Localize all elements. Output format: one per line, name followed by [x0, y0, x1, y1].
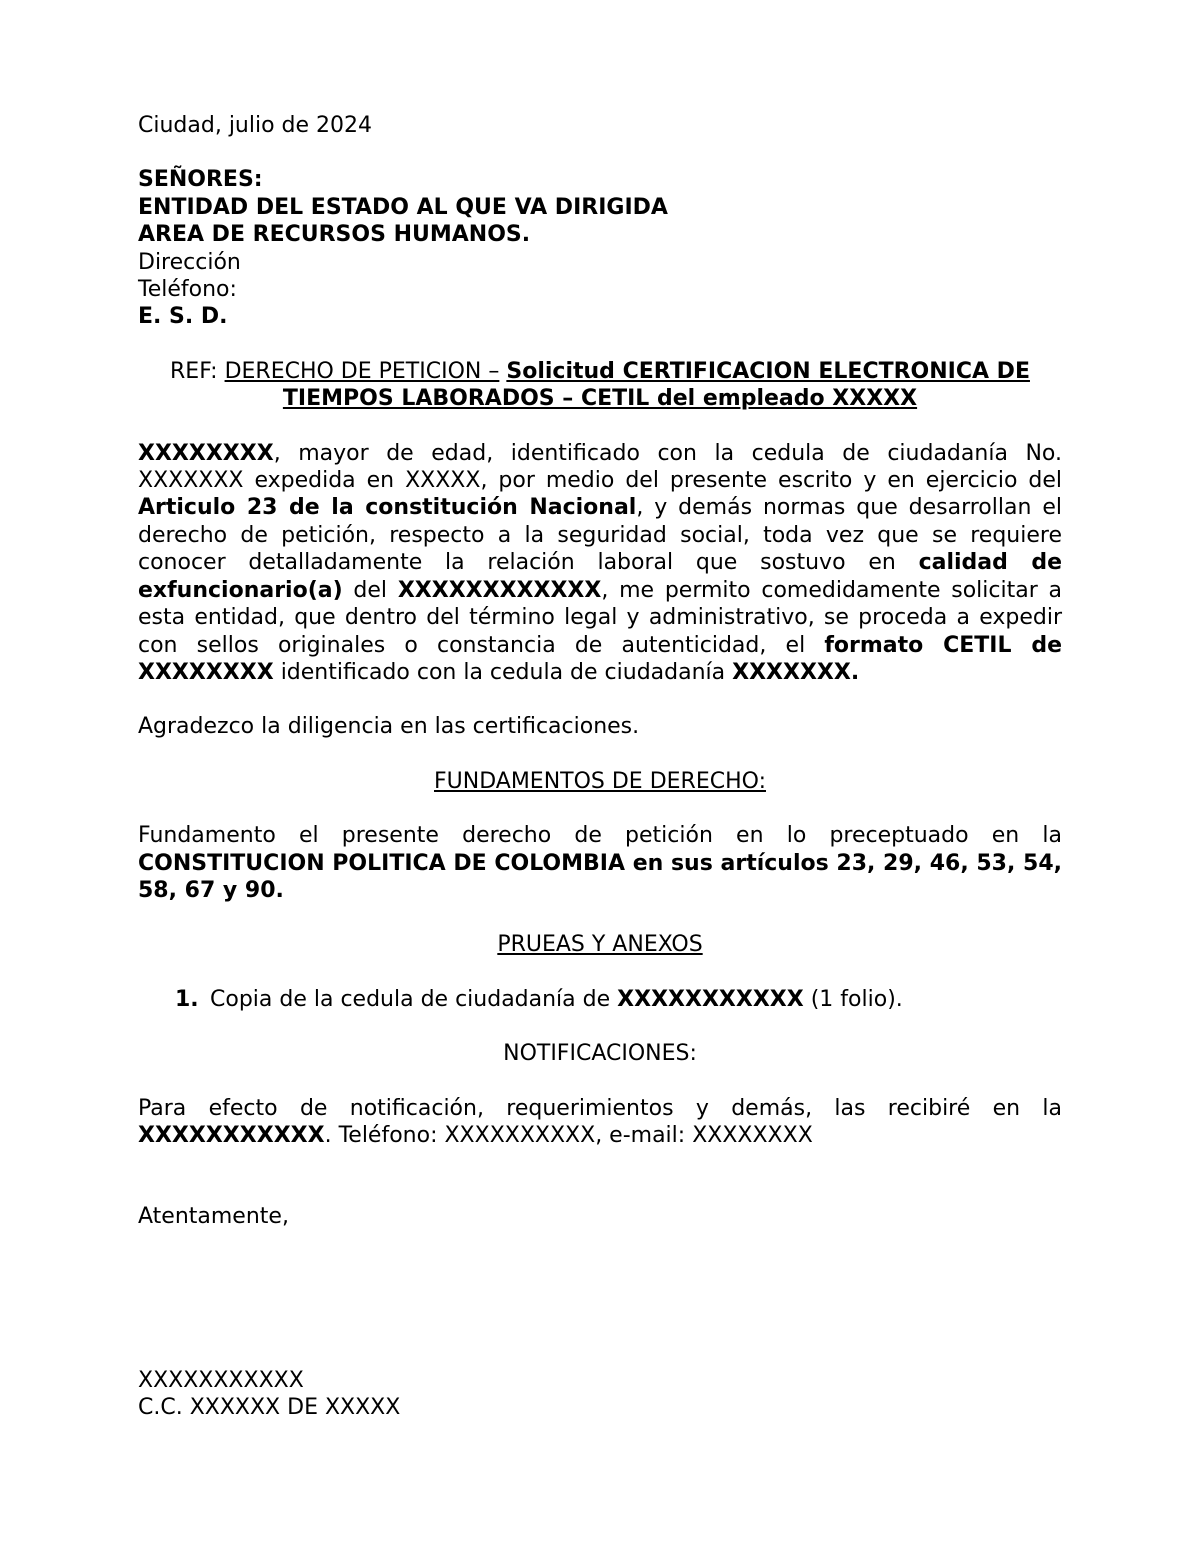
reference-line — [138, 358, 1062, 413]
list-text — [175, 986, 1062, 1013]
notif-bold: XXXXXXXXXXX — [138, 1122, 325, 1148]
fundamentos-plain: Fundamento el presente derecho de petición en lo preceptuado en la — [138, 823, 1062, 849]
notif-pre: Para efecto de notificación, requerimientos y demás, las recibiré en la — [138, 1095, 1062, 1121]
addressee-area: AREA DE RECURSOS HUMANOS. — [138, 222, 531, 248]
body-text: , mayor de edad, identificado con la cedula de ciudadanía No. XXXXXXX expedida en XXXXX, por medio del presente escrito y en ejercicio del — [138, 440, 1062, 494]
ref-subject: Solicitud CERTIFICACION ELECTRONICA DE TIEMPOS LABORADOS – CETIL del empleado XXXXX — [282, 358, 1030, 412]
addressee-line: SEÑORES: — [138, 167, 263, 193]
addressee-address: Dirección — [138, 249, 241, 275]
fundamentos-text — [138, 822, 1062, 904]
pruebas-heading: PRUEAS Y ANEXOS — [497, 932, 703, 958]
thanks-line: Agradezco la diligencia en las certificaciones. — [138, 714, 640, 740]
petitioner-name: XXXXXXXX — [138, 440, 274, 466]
signature-block — [138, 1367, 1062, 1422]
notificaciones-heading: NOTIFICACIONES: — [503, 1041, 697, 1067]
addressee-phone: Teléfono: — [138, 277, 237, 303]
list-number: 1. — [175, 986, 199, 1012]
body-text: del — [342, 577, 398, 603]
notificaciones-text — [138, 1095, 1062, 1150]
list-text-bold: XXXXXXXXXXX — [617, 986, 804, 1012]
body-id: XXXXXXX. — [732, 659, 860, 685]
list-text-pre: Copia de la cedula de ciudadanía de — [210, 986, 618, 1012]
body-text: , me permito comedidamente solicitar a esta entidad, que dentro del término legal y administrativo, se proceda a expedir con sellos originales o constancia de autenticidad, el — [138, 577, 1062, 658]
addressee-entity: ENTIDAD DEL ESTADO AL QUE VA DIRIGIDA — [138, 194, 668, 220]
body-format: formato CETIL de XXXXXXXX — [138, 632, 1062, 685]
notif-post: . Teléfono: XXXXXXXXXX, e-mail: XXXXXXXX — [324, 1122, 813, 1148]
signature-id: C.C. XXXXXX DE XXXXX — [138, 1395, 401, 1421]
body-entity: XXXXXXXXXXXX — [397, 577, 602, 603]
addressee-block — [138, 166, 1062, 330]
body-capacity: calidad de exfuncionario(a) — [138, 550, 1062, 603]
pruebas-list — [138, 986, 1062, 1013]
ref-label: REF: — [170, 358, 218, 384]
date-line: Ciudad, julio de 2024 — [138, 113, 373, 138]
letter-page — [138, 112, 1062, 1422]
fundamentos-bold: CONSTITUCION POLITICA DE COLOMBIA en sus artículos 23, 29, 46, 53, 54, 58, 67 y 90. — [138, 850, 1062, 903]
list-item — [138, 986, 1062, 1013]
signature-name: XXXXXXXXXXX — [138, 1367, 304, 1393]
list-text-post: (1 folio). — [803, 986, 903, 1012]
body-paragraph — [138, 440, 1062, 687]
fundamentos-heading: FUNDAMENTOS DE DERECHO: — [434, 768, 766, 794]
body-article: Articulo 23 de la constitución Nacional — [138, 495, 637, 521]
ref-type: DERECHO DE PETICION – — [224, 358, 500, 384]
body-text: identificado con la cedula de ciudadanía — [273, 659, 733, 685]
body-text: , y demás normas que desarrollan el derecho de petición, respecto a la seguridad social, toda vez que se requiere conocer detalladamente la relación laboral que sostuvo en — [138, 495, 1062, 576]
addressee-esd: E. S. D. — [138, 304, 228, 330]
closing-line: Atentamente, — [138, 1204, 289, 1230]
